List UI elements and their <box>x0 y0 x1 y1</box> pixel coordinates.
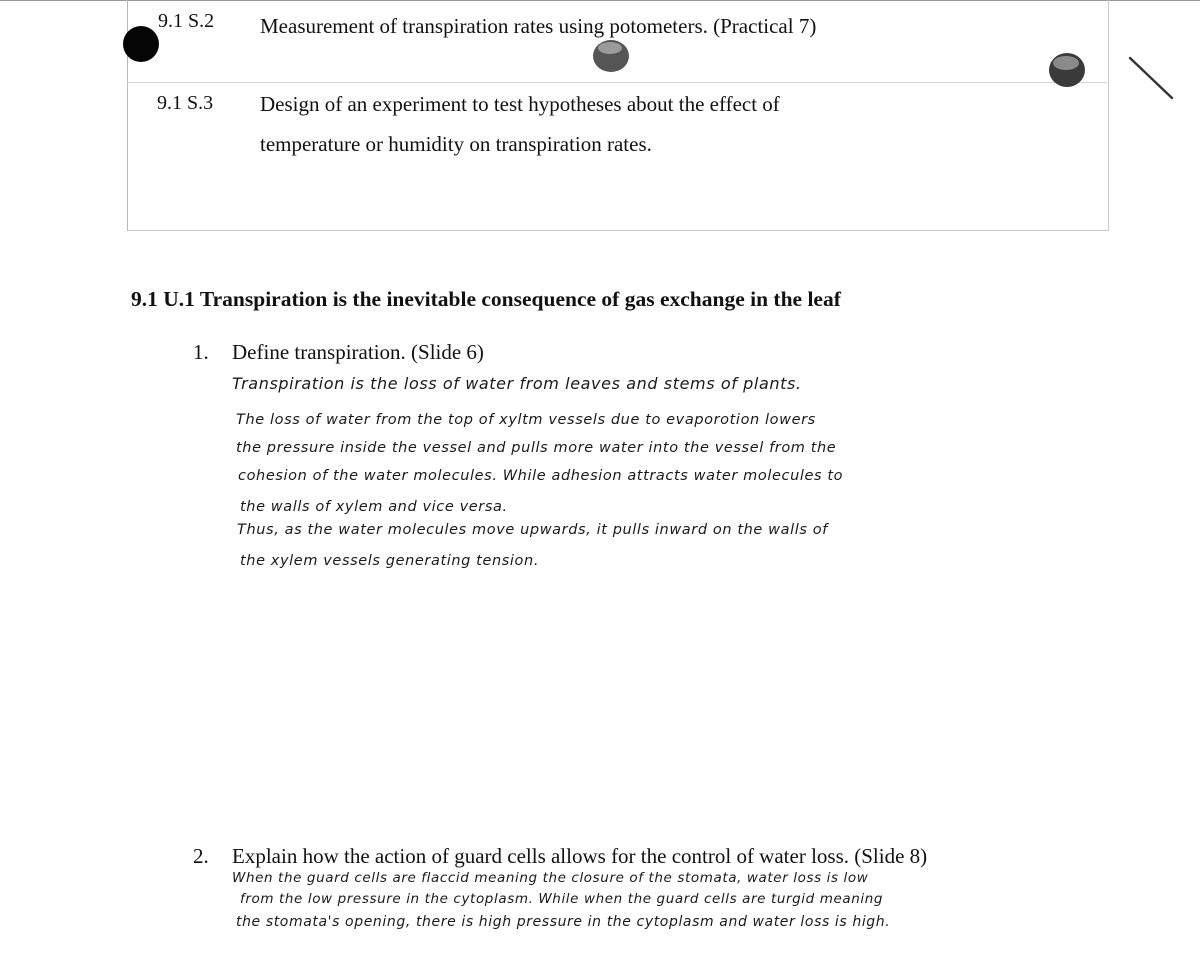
punch-hole-left <box>123 26 159 62</box>
table-row-text: temperature or humidity on transpiration rates. <box>260 132 652 156</box>
punch-hole-middle <box>593 40 629 72</box>
table-row-code: 9.1 S.2 <box>158 10 215 32</box>
section-heading: 9.1 U.1 Transpiration is the inevitable consequence of gas exchange in the leaf <box>131 287 841 311</box>
handwritten-answer-line: the walls of xylem and vice versa. <box>240 499 508 515</box>
handwritten-answer-line: the pressure inside the vessel and pulls more water into the vessel from the <box>236 440 837 456</box>
handwritten-answer-line: The loss of water from the top of xyltm vessels due to evaporotion lowers <box>236 412 816 428</box>
table-row-code: 9.1 S.3 <box>157 92 214 114</box>
handwritten-answer-line: cohesion of the water molecules. While adhesion attracts water molecules to <box>238 468 844 484</box>
question-prompt: Explain how the action of guard cells allows for the control of water loss. (Slide 8) <box>232 844 928 868</box>
question-prompt: Define transpiration. (Slide 6) <box>232 340 484 364</box>
table-row-text: Design of an experiment to test hypotheses about the effect of <box>260 92 780 116</box>
handwritten-answer-line: from the low pressure in the cytoplasm. While when the guard cells are turgid meaning <box>240 891 884 907</box>
handwritten-answer-line: When the guard cells are flaccid meaning the closure of the stomata, water loss is low <box>232 870 869 886</box>
question-number: 2. <box>193 844 209 868</box>
handwritten-answer-line: the xylem vessels generating tension. <box>240 553 540 569</box>
pen-mark <box>1128 56 1174 102</box>
handwritten-answer-line: Transpiration is the loss of water from leaves and stems of plants. <box>232 374 802 393</box>
table-row-text: Measurement of transpiration rates using potometers. (Practical 7) <box>260 14 817 38</box>
table-row-divider <box>127 82 1107 83</box>
punch-hole-right <box>1049 53 1085 87</box>
handwritten-answer-line: Thus, as the water molecules move upwards, it pulls inward on the walls of <box>237 522 828 538</box>
question-number: 1. <box>193 340 209 364</box>
handwritten-answer-line: the stomata's opening, there is high pressure in the cytoplasm and water loss is high. <box>236 914 891 930</box>
